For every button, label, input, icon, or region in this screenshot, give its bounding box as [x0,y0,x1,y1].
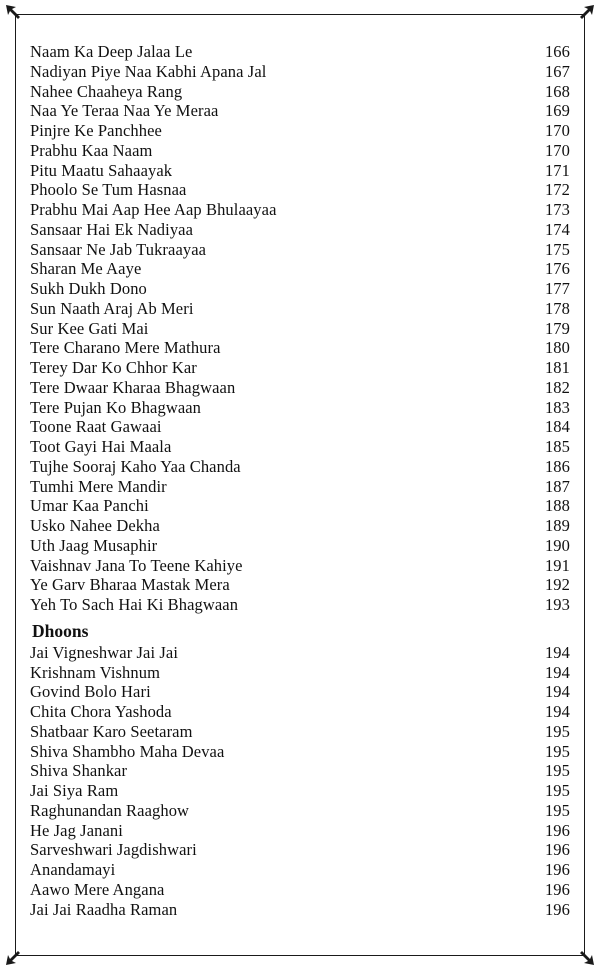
entry-title: Aawo Mere Angana [30,879,165,899]
entry-title: He Jag Janani [30,820,123,840]
entry-title: Pinjre Ke Panchhee [30,121,162,140]
entry-page-number: 188 [544,496,570,516]
entry-page-number: 195 [544,781,570,800]
toc-entry [30,840,570,860]
entry-page-number: 166 [544,42,570,61]
toc-entry [30,62,570,82]
entry-title: Raghunandan Raaghow [30,800,190,820]
entry-page-number: 195 [544,800,570,820]
toc-entry [30,437,570,457]
toc-entry [30,643,570,663]
entry-page-number: 189 [544,516,570,535]
toc-entry [30,516,570,536]
entry-page-number: 175 [544,239,570,259]
entry-page-number: 187 [544,476,570,496]
entry-title: Toone Raat Gawaai [30,417,162,437]
entry-title: Sansaar Ne Jab Tukraayaa [30,239,207,259]
toc-entry [30,417,570,437]
entry-title: Tere Charano Mere Mathura [30,338,221,358]
toc-entry [30,42,570,62]
entry-page-number: 196 [544,820,570,840]
toc-entry [30,259,570,279]
entry-page-number: 185 [544,437,570,456]
entry-title: Sun Naath Araj Ab Meri [30,298,194,318]
toc-entry [30,319,570,339]
toc-entry [30,82,570,102]
entry-title: Krishnam Vishnum [30,662,161,682]
toc-entry [30,101,570,121]
toc-entry [30,860,570,880]
entry-title: Pitu Maatu Sahaayak [30,160,173,180]
entry-title: Jai Vigneshwar Jai Jai [30,642,179,662]
entry-title: Jai Siya Ram [30,781,119,800]
toc-entry [30,900,570,920]
entry-page-number: 195 [544,761,570,781]
toc-entry [30,880,570,900]
entry-title: Prabhu Mai Aap Hee Aap Bhulaayaa [30,200,277,219]
entry-page-number: 183 [544,397,570,417]
entry-title: Chita Chora Yashoda [30,702,172,721]
entry-page-number: 194 [544,702,570,721]
entry-page-number: 182 [544,377,570,397]
entry-title: Nahee Chaaheya Rang [30,81,183,101]
toc-entry [30,663,570,683]
entry-page-number: 168 [544,81,570,101]
entry-title: Govind Bolo Hari [30,682,151,702]
entry-page-number: 195 [544,721,570,741]
entry-page-number: 196 [544,879,570,899]
corner-ornament-icon [574,945,596,967]
entry-title: Phoolo Se Tum Hasnaa [30,180,187,200]
entry-title: Tujhe Sooraj Kaho Yaa Chanda [30,456,241,476]
entry-page-number: 174 [544,219,570,239]
entry-page-number: 180 [544,338,570,358]
toc-entry [30,200,570,220]
toc-section-dhoons [30,643,570,920]
entry-title: Anandamayi [30,860,116,879]
entry-page-number: 172 [544,180,570,200]
entry-title: Tere Pujan Ko Bhagwaan [30,397,202,417]
table-of-contents [30,42,570,919]
entry-page-number: 167 [544,61,570,81]
entry-page-number: 193 [544,595,570,614]
toc-entry [30,702,570,722]
entry-page-number: 170 [544,121,570,140]
entry-title: Shatbaar Karo Seetaram [30,721,193,741]
section-heading-dhoons: Dhoons [32,620,89,641]
entry-page-number: 190 [544,535,570,555]
toc-entry [30,121,570,141]
toc-entry [30,457,570,477]
corner-ornament-icon [4,945,26,967]
entry-title: Yeh To Sach Hai Ki Bhagwaan [30,595,239,614]
entry-page-number: 181 [544,358,570,377]
entry-page-number: 171 [544,160,570,180]
toc-entry [30,180,570,200]
toc-entry [30,240,570,260]
toc-entry [30,536,570,556]
entry-title: Toot Gayi Hai Maala [30,437,172,456]
toc-entry [30,801,570,821]
entry-page-number: 191 [544,555,570,575]
entry-title: Sarveshwari Jagdishwari [30,840,197,860]
entry-title: Sansaar Hai Ek Nadiyaa [30,219,194,239]
toc-entry [30,821,570,841]
toc-entry [30,338,570,358]
entry-title: Shiva Shambho Maha Devaa [30,741,225,761]
toc-entry [30,781,570,801]
entry-page-number: 194 [544,682,570,702]
toc-entry [30,477,570,497]
entry-page-number: 170 [544,140,570,160]
entry-title: Jai Jai Raadha Raman [30,899,178,919]
entry-page-number: 195 [544,741,570,761]
entry-title: Tumhi Mere Mandir [30,476,167,496]
entry-page-number: 194 [544,642,570,662]
entry-title: Sur Kee Gati Mai [30,318,149,338]
toc-entry [30,761,570,781]
entry-title: Naa Ye Teraa Naa Ye Meraa [30,101,219,121]
entry-title: Terey Dar Ko Chhor Kar [30,358,197,377]
toc-entry [30,682,570,702]
entry-page-number: 177 [544,279,570,298]
toc-section-main [30,42,570,615]
toc-entry [30,299,570,319]
toc-entry [30,742,570,762]
toc-entry [30,161,570,181]
entry-page-number: 169 [544,101,570,121]
entry-title: Umar Kaa Panchi [30,496,149,516]
entry-page-number: 194 [544,662,570,682]
entry-title: Sharan Me Aaye [30,259,142,279]
entry-title: Ye Garv Bharaa Mastak Mera [30,575,230,595]
entry-page-number: 178 [544,298,570,318]
entry-page-number: 184 [544,417,570,437]
toc-entry [30,496,570,516]
toc-entry [30,556,570,576]
toc-entry [30,575,570,595]
corner-ornament-icon [4,3,26,25]
entry-title: Naam Ka Deep Jalaa Le [30,42,193,61]
entry-page-number: 186 [544,456,570,476]
toc-entry [30,279,570,299]
entry-title: Vaishnav Jana To Teene Kahiye [30,555,243,575]
entry-title: Uth Jaag Musaphir [30,535,158,555]
toc-entry [30,722,570,742]
entry-page-number: 192 [544,575,570,595]
entry-title: Nadiyan Piye Naa Kabhi Apana Jal [30,61,267,81]
entry-page-number: 176 [544,259,570,279]
toc-entry [30,378,570,398]
entry-title: Usko Nahee Dekha [30,516,160,535]
toc-entry [30,595,570,615]
entry-page-number: 196 [544,899,570,919]
entry-title: Prabhu Kaa Naam [30,140,153,160]
toc-entry [30,358,570,378]
entry-page-number: 173 [544,200,570,219]
entry-page-number: 196 [544,860,570,879]
entry-title: Sukh Dukh Dono [30,279,147,298]
entry-page-number: 179 [544,318,570,338]
entry-page-number: 196 [544,840,570,860]
entry-title: Tere Dwaar Kharaa Bhagwaan [30,377,236,397]
toc-entry [30,220,570,240]
entry-title: Shiva Shankar [30,761,128,781]
toc-entry [30,141,570,161]
corner-ornament-icon [574,3,596,25]
toc-entry [30,398,570,418]
